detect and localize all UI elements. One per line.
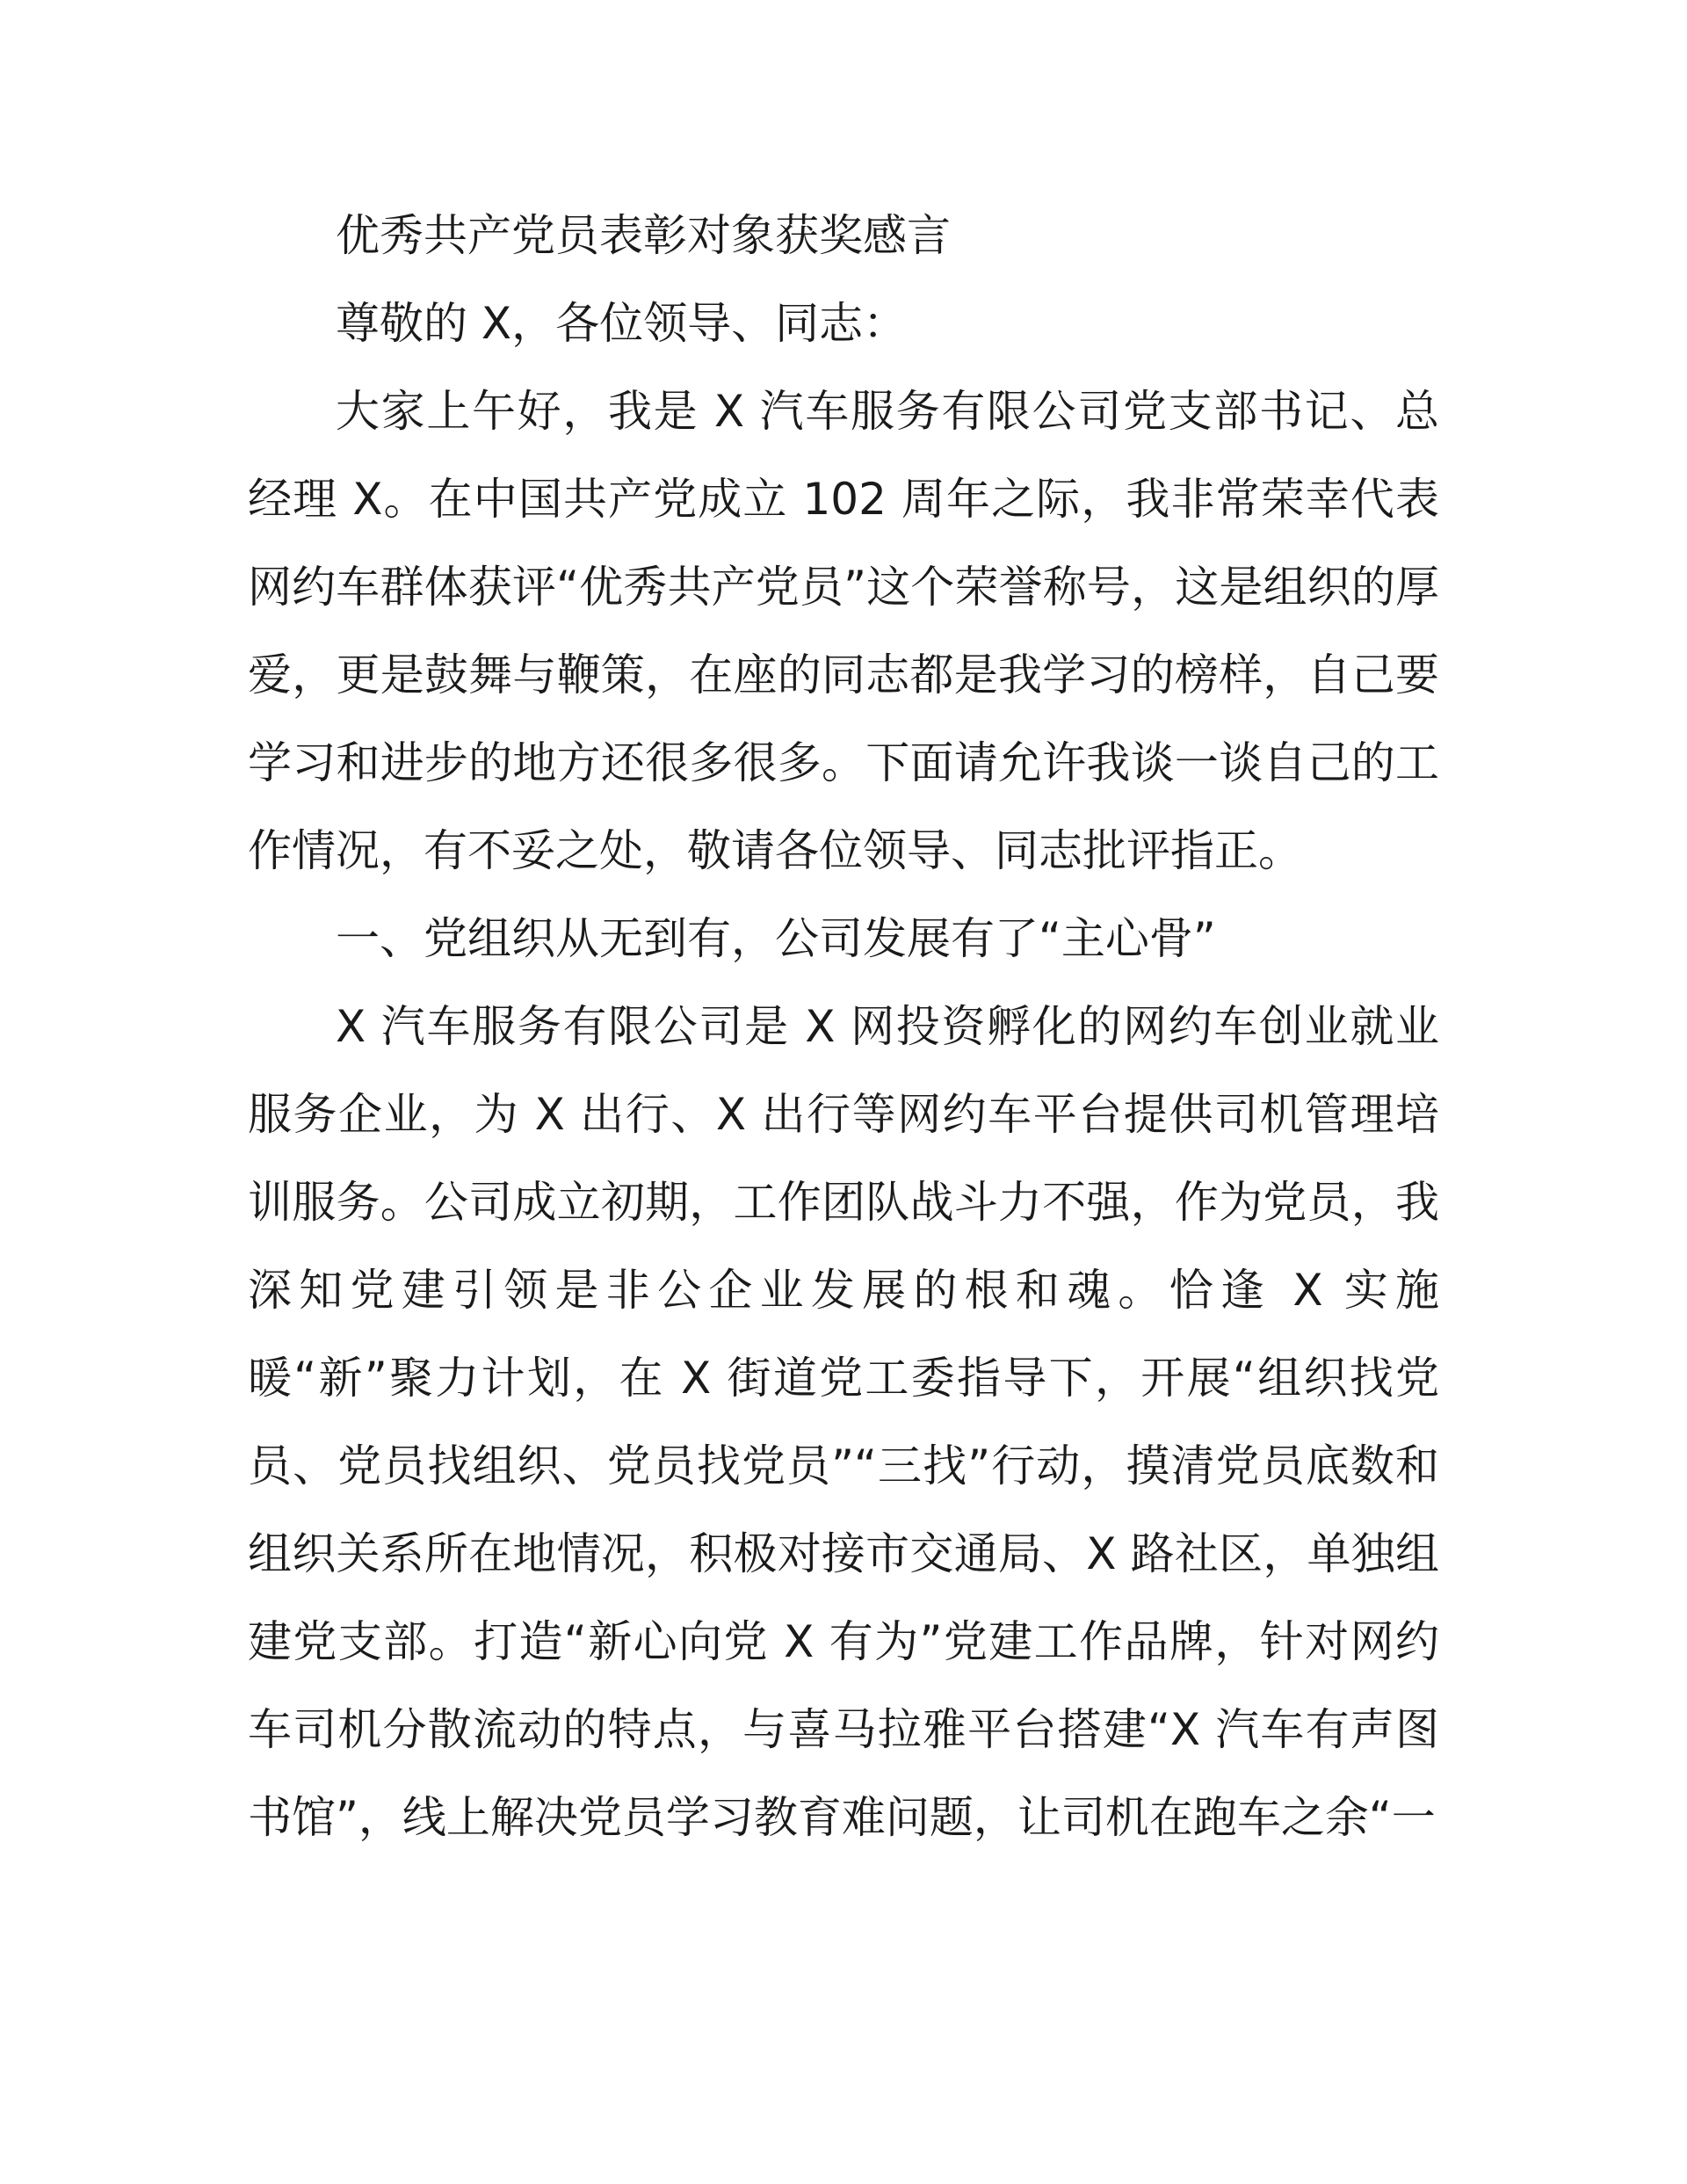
section-heading: 一、党组织从无到有，公司发展有了“主心骨”: [336, 913, 1216, 964]
body-paragraph: X 汽车服务有限公司是 X 网投资孵化的网约车创业就业服务企业，为 X 出行、X 出行等网约车平台提供司机管理培训服务。公司成立初期，工作团队战斗力不强，作为党员，我深知党建引领是非公企业发展的根和魂。恰逢 X 实施暖“新”聚力计划，在 X 街道党工委指导下，开展“组织找党员、党员找组织、党员找党员”“三找”行动，摸清党员底数和组织关系所在地情况，积极对接市交通局、X 路社区，单独组建党支部。打造“新心向党 X 有为”党建工作品牌，针对网约车司机分散流动的特点，与喜马拉雅平台搭建“X 汽车有声图书馆”，线上解决党员学习教育难问题，让司机在跑车之余“一: [248, 1001, 1439, 1843]
intro-paragraph: 大家上午好，我是 X 汽车服务有限公司党支部书记、总经理 X。在中国共产党成立 102 周年之际，我非常荣幸代表网约车群体获评“优秀共产党员”这个荣誉称号，这是组织的厚爱，更是鼓舞与鞭策，在座的同志都是我学习的榜样，自己要学习和进步的地方还很多很多。下面请允许我谈一谈自己的工作情况，有不妥之处，敬请各位领导、同志批评指正。: [248, 386, 1439, 876]
salutation: 尊敬的 X，各位领导、同志：: [336, 298, 908, 349]
document-body: [248, 192, 1439, 1861]
document-title: 优秀共产党员表彰对象获奖感言: [336, 210, 951, 261]
